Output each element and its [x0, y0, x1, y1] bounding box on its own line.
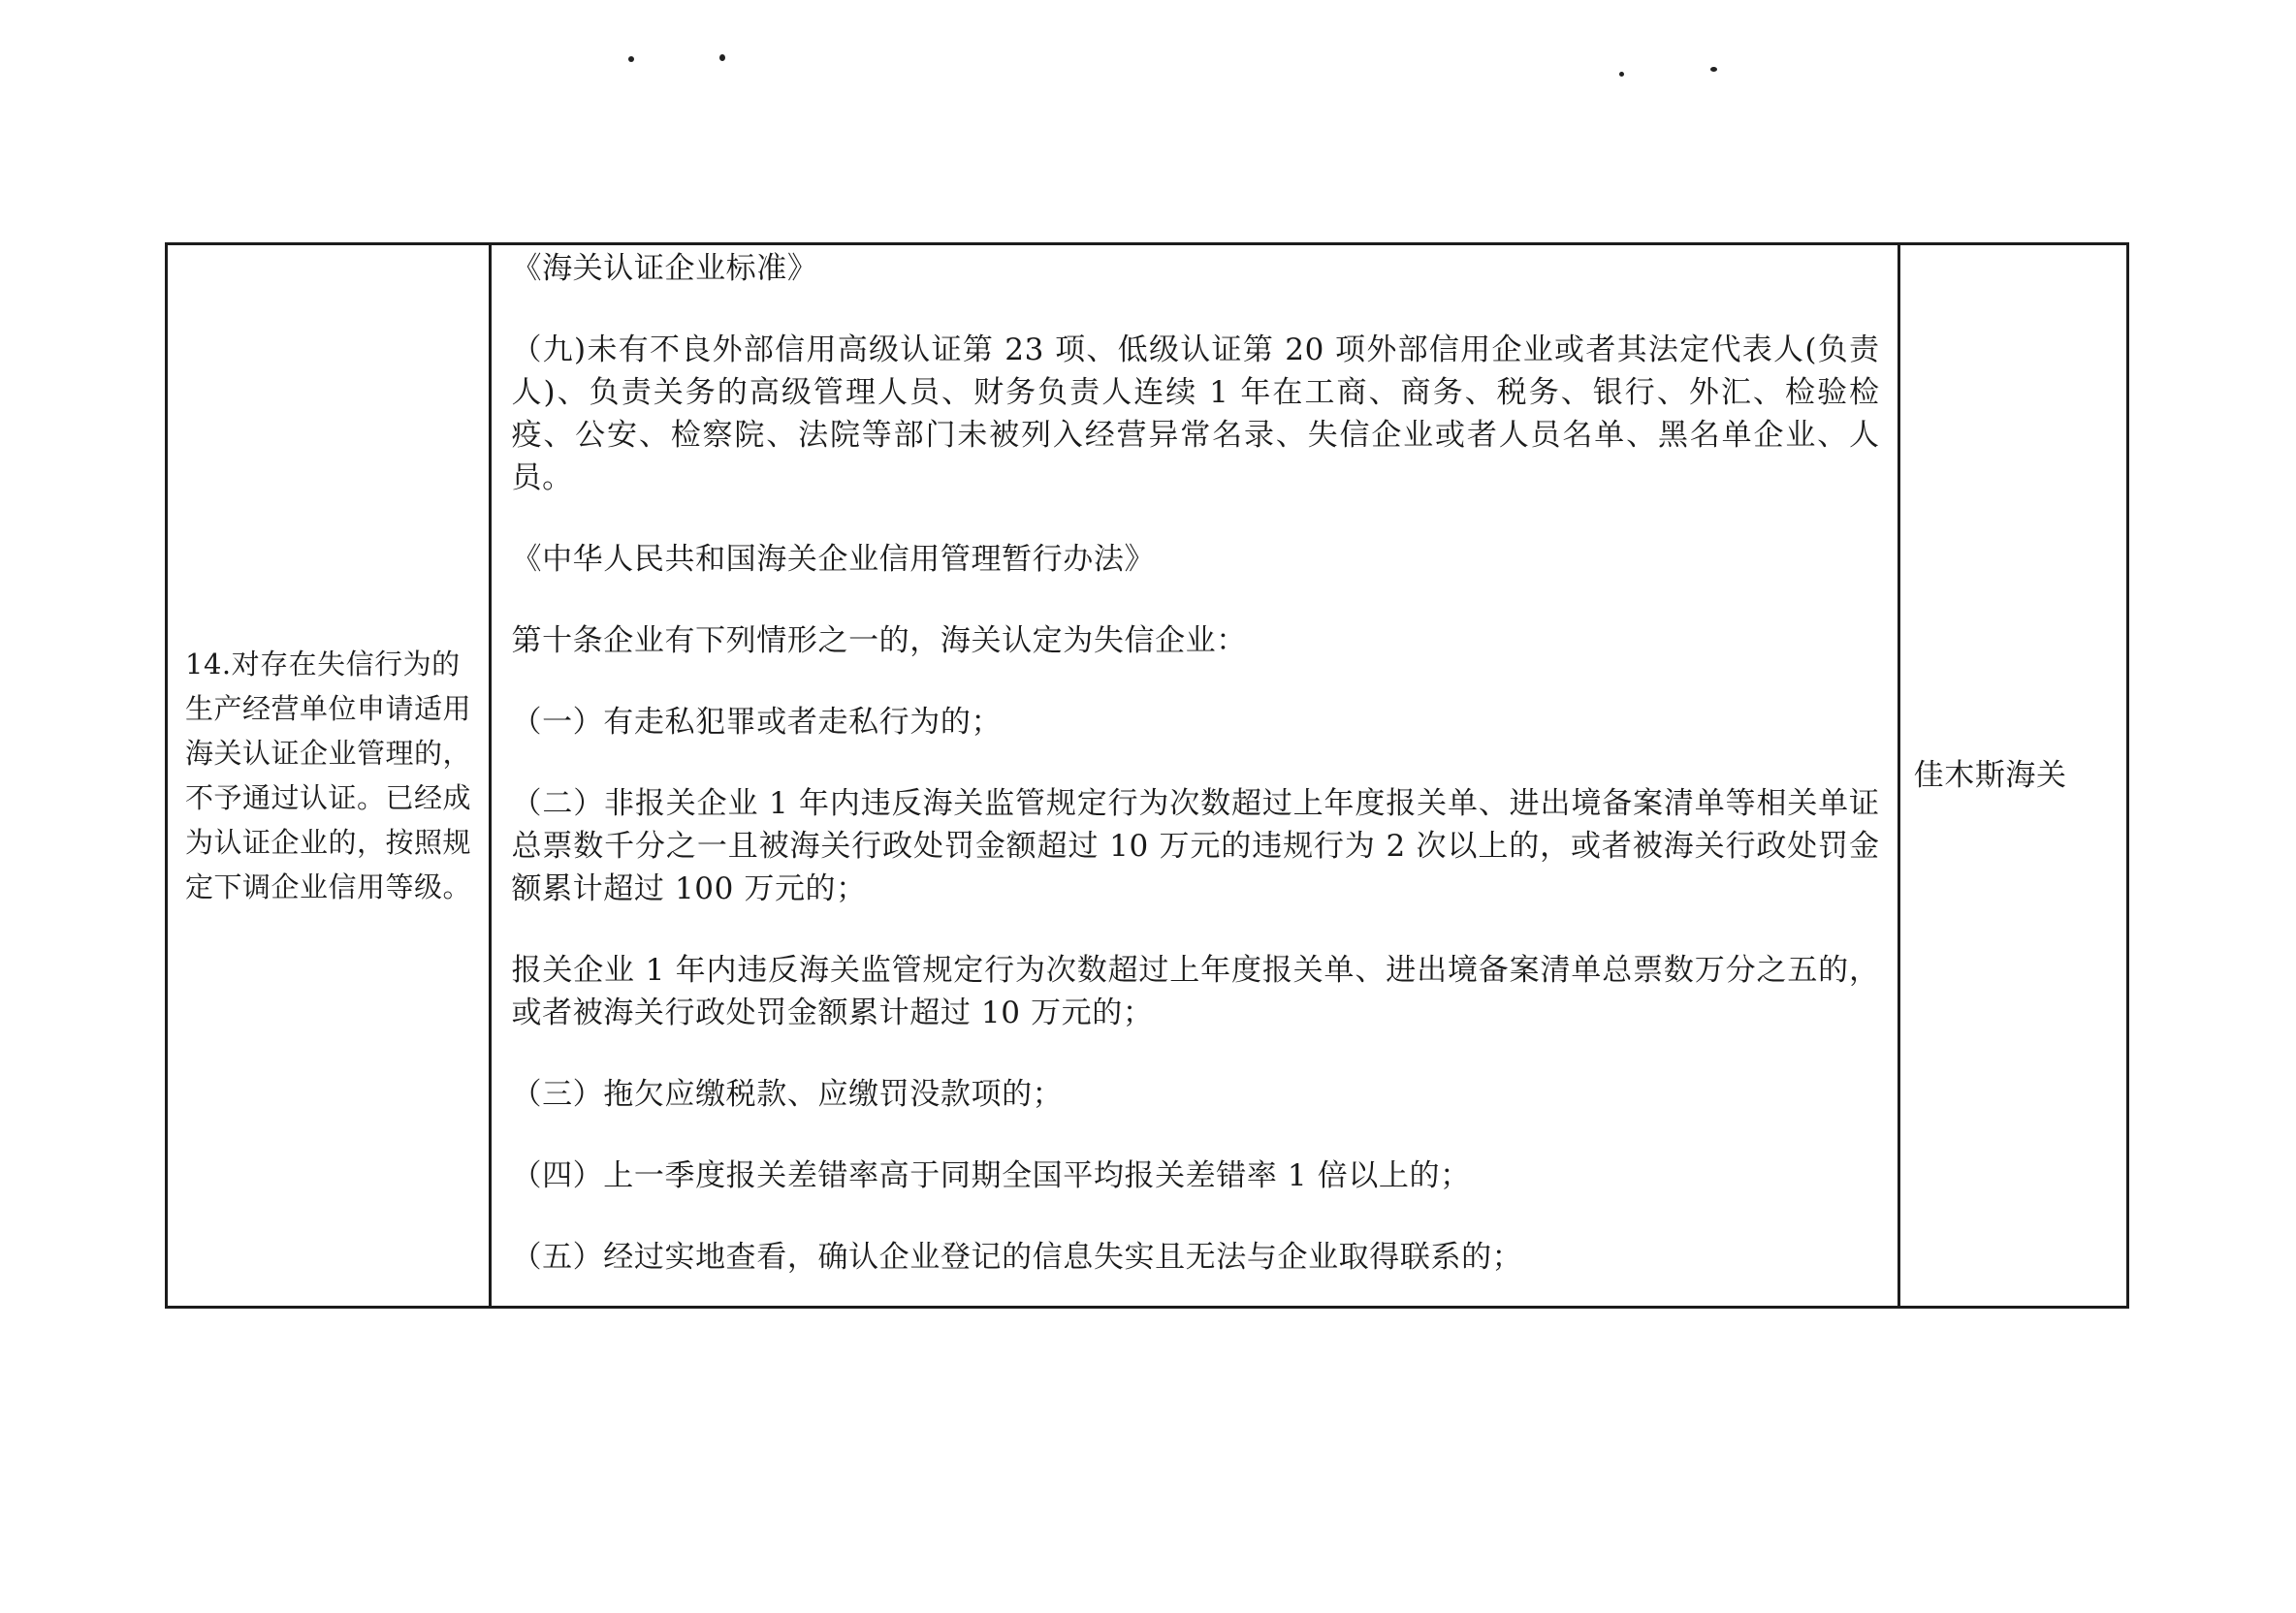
measure-text: 14.对存在失信行为的生产经营单位申请适用海关认证企业管理的，不予通过认证。已经成为认证企业的，按照规定下调企业信用等级。 — [185, 648, 472, 903]
basis-paragraph: （一）有走私犯罪或者走私行为的； — [511, 705, 1003, 740]
basis-paragraph: （三）拖欠应缴税款、应缴罚没款项的； — [511, 1077, 1064, 1112]
basis-paragraph: （四）上一季度报关差错率高于同期全国平均报关差错率 1 倍以上的； — [511, 1158, 1471, 1193]
table-row — [167, 244, 2128, 1308]
scan-speck — [1619, 72, 1624, 77]
basis-paragraph: （二）非报关企业 1 年内违反海关监管规定行为次数超过上年度报关单、进出境备案清单等相关单证总票数千分之一且被海关行政处罚金额超过 10 万元的违规行为 2 次以上的，或者被海关行政处罚金额累计超过 100 万元的； — [511, 786, 1880, 906]
basis-paragraph: （五）经过实地查看，确认企业登记的信息失实且无法与企业取得联系的； — [511, 1240, 1523, 1275]
legal-basis-text — [492, 245, 1897, 1279]
scan-speck — [719, 54, 725, 61]
department-cell — [1898, 244, 2127, 1308]
scan-speck — [628, 56, 634, 62]
scan-speck — [1710, 67, 1717, 72]
basis-paragraph: 第十条企业有下列情形之一的，海关认定为失信企业： — [511, 623, 1247, 658]
measure-cell — [167, 244, 491, 1308]
basis-paragraph: 《中华人民共和国海关企业信用管理暂行办法》 — [511, 542, 1156, 577]
basis-paragraph: （九)未有不良外部信用高级认证第 23 项、低级认证第 20 项外部信用企业或者其法定代表人(负责人)、负责关务的高级管理人员、财务负责人连续 1 年在工商、商务、税务、银行、外汇、检验检疫、公安、检察院、法院等部门未被列入经营异常名录、失信企业或者人员名单、黑名单企业、人员。 — [511, 332, 1880, 495]
basis-paragraph: 报关企业 1 年内违反海关监管规定行为次数超过上年度报关单、进出境备案清单总票数万分之五的，或者被海关行政处罚金额累计超过 10 万元的； — [511, 953, 1880, 1030]
legal-basis-cell — [491, 244, 1898, 1308]
basis-paragraph: 《海关认证企业标准》 — [511, 251, 818, 286]
regulation-table — [165, 242, 2129, 1309]
department-name: 佳木斯海关 — [1913, 758, 2067, 793]
